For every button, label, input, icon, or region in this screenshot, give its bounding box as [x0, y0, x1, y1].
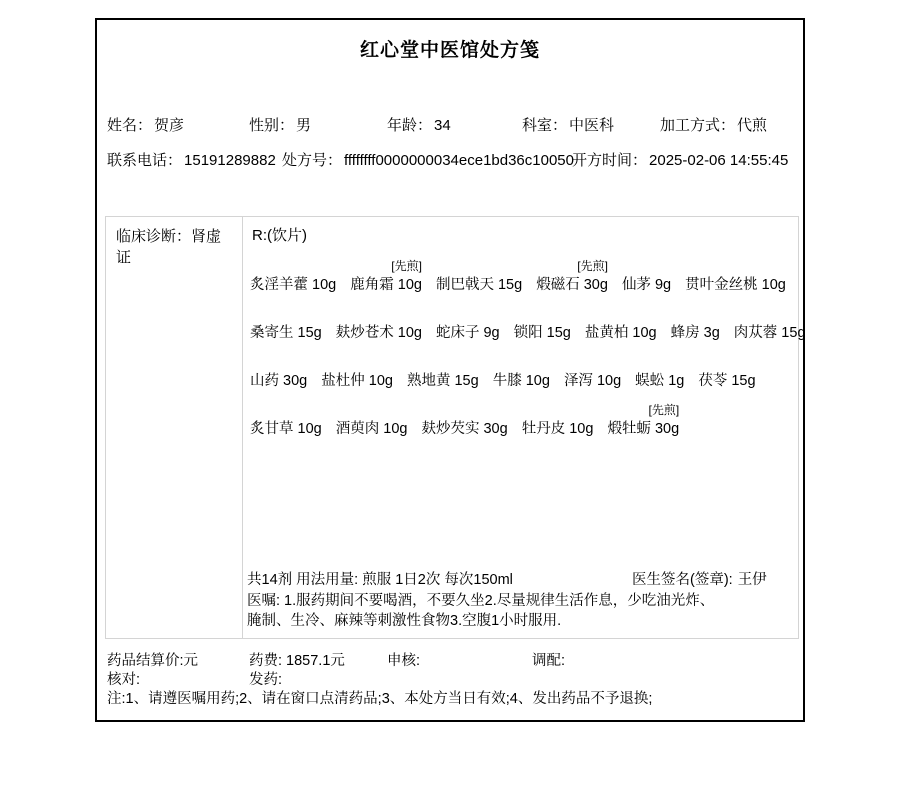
precook-tag	[250, 256, 336, 276]
processing-method-field	[660, 117, 767, 135]
medicine-fee-field	[249, 652, 345, 670]
patient-name-field	[107, 117, 184, 135]
herb-item	[536, 256, 608, 294]
herb-text: 桑寄生 15g	[250, 325, 322, 341]
processing-method-value: 代煎	[737, 117, 768, 134]
precook-tag	[250, 400, 322, 420]
precook-tag	[250, 304, 322, 324]
prescription-time-label: 开方时间：	[572, 152, 648, 169]
precook-tag	[336, 304, 422, 324]
herb-item	[514, 304, 571, 342]
prescription-page	[95, 18, 805, 722]
settlement-price-field	[107, 652, 198, 670]
phone-value: 15191289882	[184, 152, 276, 169]
herb-text: 牡丹皮 10g	[521, 421, 594, 437]
herb-text: 山药 30g	[250, 373, 308, 389]
precook-tag	[321, 352, 393, 372]
check-label: 核对:	[107, 672, 141, 688]
precook-tag	[436, 304, 500, 324]
herb-list	[250, 256, 806, 448]
herb-item	[250, 400, 322, 438]
herb-row	[250, 256, 790, 294]
dosage-summary: 共14剂 用法用量: 煎服 1日2次 每次150ml	[247, 572, 513, 588]
dispense-field	[249, 671, 282, 689]
precook-tag: [先煎]	[577, 259, 608, 273]
herb-row	[250, 304, 806, 342]
diagnosis-label: 临床诊断：	[116, 228, 192, 245]
herb-item	[321, 352, 393, 390]
dispense-label: 发药:	[249, 672, 283, 688]
prescription-table	[105, 216, 806, 639]
herb-text: 贯叶金丝桃 10g	[685, 277, 786, 293]
precook-tag	[250, 352, 307, 372]
precook-tag	[622, 256, 671, 276]
department-field	[522, 117, 614, 135]
medicine-fee-value: 1857.1元	[286, 653, 345, 669]
compound-label: 调配:	[532, 653, 566, 669]
herb-item	[407, 352, 479, 390]
herb-text: 蛇床子 9g	[435, 325, 500, 341]
prescription-number-value: ffffffff0000000034ece1bd36c10050	[344, 152, 574, 169]
rx-type-label: R:(饮片)	[252, 227, 307, 244]
precook-tag	[635, 352, 684, 372]
herb-item	[436, 256, 522, 294]
settlement-price-label: 药品结算价:	[107, 653, 184, 669]
herb-item	[522, 400, 594, 438]
herb-text: 煅磁石 30g	[536, 277, 608, 293]
herb-item	[635, 352, 684, 390]
medicine-fee-label: 药费:	[249, 653, 283, 669]
patient-age-field	[387, 117, 451, 135]
doctor-signature	[632, 571, 767, 590]
precook-tag	[407, 352, 479, 372]
herb-item	[493, 352, 550, 390]
doctor-signature-name: 王伊	[737, 572, 767, 588]
herb-text: 麸炒芡实 30g	[421, 421, 508, 437]
patient-gender-label: 性别：	[249, 117, 295, 134]
phone-field	[107, 152, 276, 170]
herb-row	[250, 352, 790, 390]
prescription-number-field	[282, 152, 574, 170]
herb-text: 蜈蚣 1g	[635, 373, 685, 389]
precook-tag	[671, 304, 720, 324]
precook-tag	[698, 352, 755, 372]
precook-tag	[685, 256, 786, 276]
processing-method-label: 加工方式：	[660, 117, 736, 134]
check-field	[107, 671, 140, 689]
department-label: 科室：	[522, 117, 568, 134]
precook-tag	[421, 400, 507, 420]
herb-text: 肉苁蓉 15g	[733, 325, 806, 341]
herb-text: 制巴戟天 15g	[435, 277, 523, 293]
prescription-time-field	[572, 152, 788, 170]
herb-text: 牛膝 10g	[492, 373, 550, 389]
patient-name-label: 姓名：	[107, 117, 153, 134]
precook-tag	[585, 304, 657, 324]
herb-text: 炙淫羊藿 10g	[250, 277, 337, 293]
herb-item	[685, 256, 786, 294]
diagnosis-cell	[106, 217, 243, 638]
precook-tag	[522, 400, 594, 420]
rx-cell	[243, 217, 806, 638]
prescription-time-value: 2025-02-06 14:55:45	[649, 152, 789, 169]
herb-item	[698, 352, 755, 390]
herb-text: 蜂房 3g	[670, 325, 720, 341]
precook-tag	[436, 256, 522, 276]
department-value: 中医科	[569, 117, 615, 134]
herb-item	[622, 256, 671, 294]
review-field	[387, 652, 420, 670]
herb-item	[336, 400, 408, 438]
herb-item	[607, 400, 679, 438]
precook-tag: [先煎]	[391, 259, 422, 273]
patient-name-value: 贺彦	[154, 117, 185, 134]
herb-text: 仙茅 9g	[621, 277, 672, 293]
herb-text: 熟地黄 15g	[406, 373, 479, 389]
herb-item	[436, 304, 500, 342]
herb-item	[250, 304, 322, 342]
herb-row	[250, 400, 790, 438]
herb-text: 锁阳 15g	[513, 325, 571, 341]
patient-age-label: 年龄：	[387, 117, 433, 134]
precook-tag	[564, 352, 621, 372]
herb-text: 茯苓 15g	[698, 373, 756, 389]
doctor-signature-label: 医生签名(签章):	[632, 572, 733, 588]
herb-item	[421, 400, 507, 438]
herb-item	[671, 304, 720, 342]
herb-text: 煅牡蛎 30g	[607, 421, 680, 437]
herb-item	[734, 304, 806, 342]
dosage-summary-row	[247, 571, 900, 590]
settlement-price-value: 元	[183, 653, 199, 669]
herb-text: 鹿角霜 10g	[350, 277, 422, 293]
precook-tag	[514, 304, 571, 324]
precook-tag	[336, 400, 408, 420]
prescription-number-label: 处方号：	[282, 152, 343, 169]
patient-gender-value: 男	[296, 117, 312, 134]
herb-item	[350, 256, 422, 294]
herb-text: 泽泻 10g	[563, 373, 622, 389]
compound-field	[532, 652, 565, 670]
herb-text: 麸炒苍术 10g	[335, 325, 422, 341]
phone-label: 联系电话：	[107, 152, 183, 169]
herb-item	[250, 352, 307, 390]
footer-notes: 注:1、请遵医嘱用药;2、请在窗口点清药品;3、本处方当日有效;4、发出药品不予退换;	[107, 691, 653, 707]
patient-gender-field	[249, 117, 311, 135]
page-title: 红心堂中医馆处方笺	[359, 40, 540, 61]
herb-item	[564, 352, 621, 390]
herb-item	[336, 304, 422, 342]
herb-text: 酒萸肉 10g	[335, 421, 408, 437]
herb-text: 炙甘草 10g	[250, 421, 322, 437]
herb-text: 盐黄柏 10g	[584, 325, 657, 341]
precook-tag	[493, 352, 550, 372]
herb-item	[585, 304, 657, 342]
diagnosis-value: 肾虚证	[116, 228, 222, 266]
review-label: 申核:	[387, 653, 421, 669]
herb-item	[250, 256, 336, 294]
patient-age-value: 34	[434, 117, 451, 134]
precook-tag	[734, 304, 806, 324]
herb-text: 盐杜仲 10g	[321, 373, 393, 389]
precook-tag: [先煎]	[648, 403, 680, 417]
doctor-advice: 医嘱: 1.服药期间不要喝酒，不要久坐2.尽量规律生活作息，少吃油光炸、腌制、生冷、麻辣等刺激性食物3.空腹1小时服用.	[247, 593, 715, 629]
